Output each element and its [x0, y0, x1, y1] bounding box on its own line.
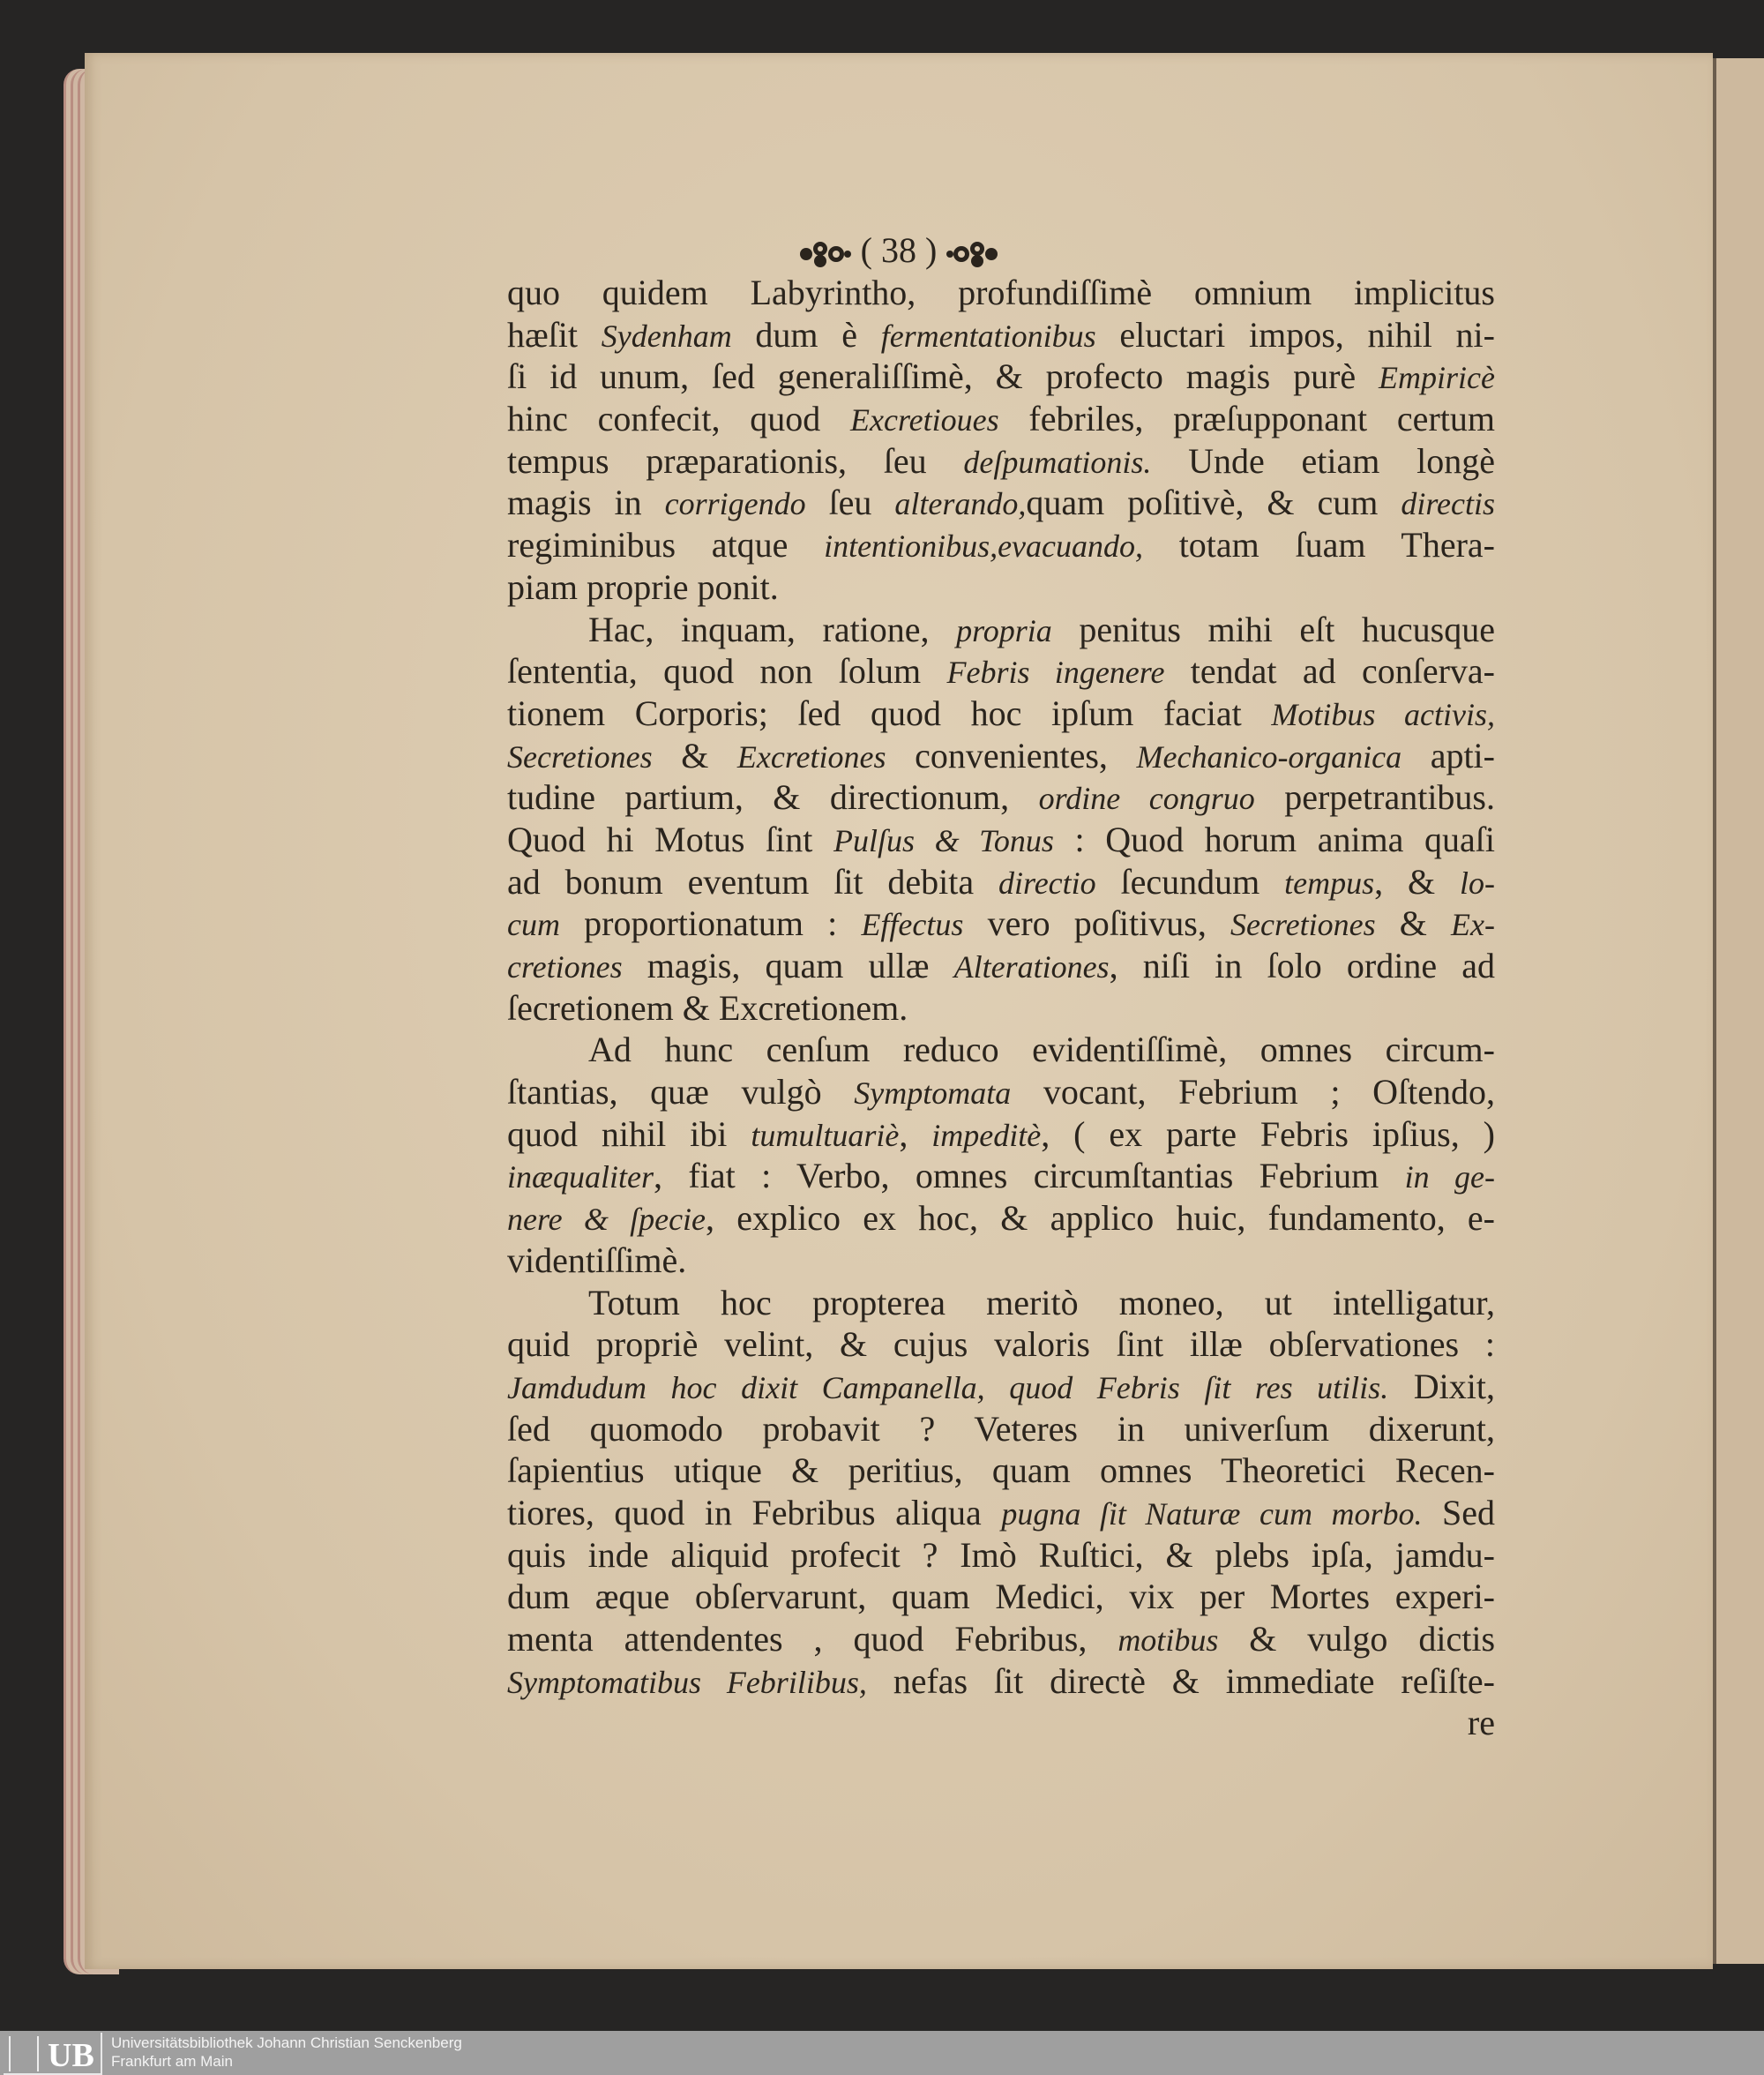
roman-text: ſi id unum, ſed generaliſſimè, & profecto magis purè [507, 356, 1379, 397]
roman-text: magis, quam ullæ [622, 946, 954, 985]
italic-text: fermentationibus [880, 318, 1096, 354]
roman-text: Totum hoc propterea meritò moneo, ut intelligatur, [588, 1282, 1495, 1322]
roman-text: ſecundum [1095, 861, 1285, 902]
roman-text: quis inde aliquid profecit ? Imò Ruſtici, & plebs ipſa, jamdu- [507, 1534, 1495, 1575]
italic-text: cretiones [507, 949, 623, 985]
italic-text: corrigendo [664, 486, 806, 522]
text-line [507, 1618, 1495, 1660]
roman-text: quam poſitivè, & cum [1026, 483, 1401, 523]
roman-text: dum æque obſervarunt, quam Medici, vix per Mortes experi- [507, 1577, 1495, 1617]
roman-text: ſapientius utique & peritius, quam omnes Theoretici Recen- [507, 1450, 1495, 1491]
italic-text: Empiricè [1379, 360, 1495, 396]
text-line [507, 1197, 1495, 1240]
text-line [507, 314, 1495, 356]
roman-text: Sed [1422, 1492, 1496, 1532]
roman-text: quo quidem Labyrintho, profundiſſimè omnium implicitus [507, 273, 1495, 312]
roman-text: , fiat : Verbo, omnes circumſtantias Febrium [654, 1156, 1405, 1196]
text-line [507, 1576, 1495, 1618]
roman-text: proportionatum : [559, 903, 862, 944]
text-line [507, 945, 1495, 987]
roman-text: totam ſuam Thera- [1143, 525, 1495, 566]
logo-text: UB [48, 2037, 94, 2074]
roman-text: & [652, 735, 737, 775]
ornament-icon [797, 238, 852, 270]
roman-text: eluctari impos, nihil ni- [1095, 314, 1495, 355]
roman-text: ſeu [805, 483, 895, 523]
roman-text: Dixit, [1388, 1366, 1496, 1406]
page-number: ( 38 ) [860, 230, 938, 270]
italic-text: Secretiones [507, 738, 653, 775]
roman-text: vero poſitivus, [963, 903, 1230, 944]
text-line [507, 1155, 1495, 1197]
roman-text: convenientes, [886, 735, 1137, 775]
italic-text: Symptomatibus Febrilibus, [507, 1664, 867, 1700]
text-line [507, 1282, 1495, 1324]
italic-text: directio [998, 865, 1096, 901]
roman-text: ſecretionem & Excretionem. [507, 987, 908, 1028]
roman-text: apti- [1401, 735, 1495, 775]
text-line [507, 861, 1495, 903]
text-line [507, 524, 1495, 566]
text-line [507, 272, 1495, 314]
roman-text: quod nihil ibi [507, 1113, 751, 1154]
italic-text: deſpumationis. [963, 444, 1152, 480]
italic-text: inæqualiter [507, 1159, 654, 1195]
roman-text: Ad hunc cenſum reduco evidentiſſimè, omnes circum- [588, 1030, 1495, 1070]
text-line [507, 1492, 1495, 1534]
institution-name: Universitätsbibliothek Johann Christian Senckenberg [111, 2034, 462, 2051]
roman-text: regiminibus atque [507, 525, 825, 566]
text-line [507, 609, 1495, 651]
roman-text: , niſi in ſolo ordine ad [1109, 946, 1495, 985]
text-line [507, 482, 1495, 524]
italic-text: motibus [1117, 1622, 1219, 1658]
italic-text: Effectus [861, 907, 964, 943]
italic-text: Jamdudum hoc dixit Campanella, quod Febris ſit res utilis. [507, 1369, 1389, 1405]
roman-text: quid propriè velint, & cujus valoris ſint illæ obſervationes : [507, 1324, 1495, 1365]
text-line [507, 1240, 1495, 1282]
roman-text: nefas ſit directè & immediate reſiſte- [866, 1660, 1496, 1701]
text-line [507, 819, 1495, 861]
italic-text: alterando, [894, 486, 1027, 522]
roman-text: hinc confecit, quod [507, 399, 851, 439]
library-footer [0, 2031, 1764, 2075]
italic-text: in ge- [1404, 1159, 1496, 1195]
roman-text: Quod hi Motus ſint [507, 819, 833, 859]
text-line [507, 440, 1495, 483]
text-line [507, 1071, 1495, 1113]
text-line [507, 1366, 1495, 1408]
roman-text: tudine partium, & directionum, [507, 777, 1039, 818]
text-line [507, 1660, 1495, 1703]
paragraph [507, 272, 1495, 609]
ornament-icon [946, 238, 1000, 270]
roman-text: , explico ex hoc, & applico huic, fundamento, e- [706, 1198, 1495, 1239]
italic-text: intentionibus,evacuando, [824, 528, 1144, 565]
roman-text: piam proprie ponit. [507, 566, 779, 607]
roman-text: & [1375, 903, 1452, 944]
institution-city: Frankfurt am Main [111, 2053, 233, 2070]
italic-text: Pulſus & Tonus [833, 822, 1054, 858]
roman-text: vocant, Febrium ; Oſtendo, [1011, 1072, 1495, 1112]
roman-text: tempus præparationis, ſeu [507, 440, 964, 481]
roman-text: Hac, inquam, ratione, [588, 609, 957, 649]
roman-text: hæſit [507, 314, 602, 355]
roman-text: , ( ex parte Febris ipſius, ) [1041, 1113, 1495, 1154]
italic-text: impeditè [931, 1117, 1042, 1153]
italic-text: Excretiones [736, 738, 886, 775]
italic-text: Febris ingenere [946, 655, 1165, 691]
roman-text: ſed quomodo probavit ? Veteres in univerſum dixerunt, [507, 1408, 1495, 1449]
catchword: re [1467, 1703, 1495, 1743]
paragraph [507, 1029, 1495, 1281]
text-line [507, 735, 1495, 777]
roman-text: tendat ad conſerva- [1164, 651, 1495, 692]
italic-text: nere & ſpecie [507, 1202, 706, 1238]
roman-text: menta attendentes , quod Febribus, [507, 1619, 1118, 1659]
paragraph [507, 1282, 1495, 1703]
italic-text: Secretiones [1230, 907, 1376, 943]
roman-text: , & [1374, 861, 1461, 902]
roman-text: perpetrantibus. [1254, 777, 1495, 818]
italic-text: Sydenham [601, 318, 732, 354]
text-line [507, 1408, 1495, 1450]
page-header [85, 229, 1713, 271]
roman-text: tionem Corporis; ſed quod hoc ipſum faciat [507, 693, 1272, 733]
roman-text: : Quod horum anima quaſi [1053, 819, 1496, 859]
roman-text: videntiſſimè. [507, 1240, 687, 1280]
logo-portrait-icon [9, 2036, 39, 2071]
text-line [507, 398, 1495, 440]
body-text [507, 272, 1495, 1744]
roman-text: , [899, 1113, 932, 1154]
italic-text: ordine congruo [1038, 781, 1255, 817]
roman-text: penitus mihi eſt hucusque [1051, 609, 1495, 649]
roman-text: ſententia, quod non ſolum [507, 651, 947, 692]
text-line [507, 1534, 1495, 1577]
paragraph [507, 609, 1495, 1030]
text-line [507, 693, 1495, 735]
italic-text: Mechanico-organica [1136, 738, 1402, 775]
text-line [507, 903, 1495, 945]
text-line [507, 356, 1495, 398]
text-line [507, 650, 1495, 693]
italic-text: cum [507, 907, 560, 943]
library-logo [4, 2033, 102, 2075]
book-page [85, 53, 1713, 1969]
text-line [507, 987, 1495, 1030]
text-line [507, 1029, 1495, 1071]
italic-text: tumultuariè [751, 1117, 900, 1153]
roman-text: & vulgo dictis [1218, 1619, 1496, 1659]
roman-text: magis in [507, 483, 665, 523]
italic-text: Ex- [1451, 907, 1495, 943]
roman-text: ad bonum eventum ſit debita [507, 861, 999, 902]
italic-text: lo- [1460, 865, 1496, 901]
roman-text: dum è [731, 314, 881, 355]
italic-text: Motibus activis, [1271, 696, 1495, 732]
italic-text: tempus [1284, 865, 1375, 901]
italic-text: propria [956, 612, 1052, 648]
italic-text: Excretioues [850, 402, 999, 438]
text-line [507, 1323, 1495, 1366]
text-line [507, 1113, 1495, 1156]
roman-text: Unde etiam longè [1151, 440, 1495, 481]
italic-text: Alterationes [953, 949, 1110, 985]
roman-text: ſtantias, quæ vulgò [507, 1072, 855, 1112]
roman-text: tiores, quod in Febribus aliqua [507, 1492, 1002, 1532]
italic-text: directis [1401, 486, 1495, 522]
facing-page-edge [1713, 58, 1764, 1964]
italic-text: pugna ſit Naturæ cum morbo. [1001, 1495, 1423, 1532]
text-line [507, 776, 1495, 819]
text-line [507, 1450, 1495, 1492]
roman-text: febriles, præſupponant certum [998, 399, 1495, 439]
italic-text: Symptomata [854, 1075, 1012, 1112]
text-line [507, 566, 1495, 609]
